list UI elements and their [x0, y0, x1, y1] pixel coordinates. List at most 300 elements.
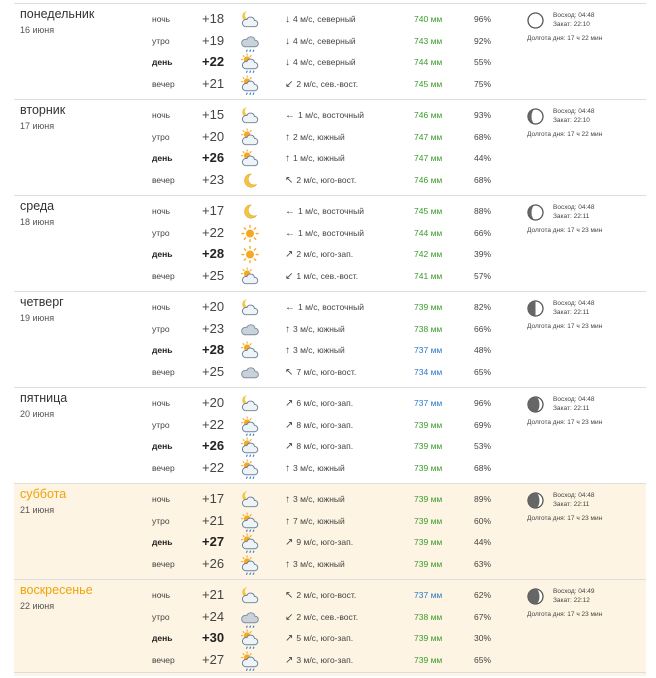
- pressure-value: 747: [414, 131, 429, 142]
- forecast-row: [14, 340, 494, 361]
- humidity: 55%: [474, 57, 492, 67]
- forecast-row: [14, 105, 494, 126]
- time-of-day: день: [152, 441, 173, 451]
- sunrise-time: 04:48: [578, 12, 595, 19]
- pressure-unit: мм: [430, 345, 443, 355]
- wind-arrow-icon: ↗: [285, 654, 294, 666]
- wind-arrow-icon: ↗: [285, 419, 294, 431]
- temperature: +21: [202, 587, 225, 602]
- wind-arrow-icon: ↗: [285, 249, 294, 260]
- pressure: [414, 516, 442, 526]
- sunrise-time: 04:48: [578, 300, 595, 307]
- pressure-unit: мм: [430, 110, 443, 120]
- wind: [285, 110, 364, 121]
- forecast-row: [14, 148, 494, 169]
- time-of-day: вечер: [152, 654, 175, 665]
- wind: [285, 36, 356, 47]
- wind-text: 7 м/с, южный: [293, 515, 345, 526]
- humidity: 82%: [474, 302, 492, 312]
- time-of-day: день: [152, 153, 173, 163]
- day-length-value: 17 ч 22 мин: [567, 131, 603, 138]
- moon-phase-icon: [527, 300, 544, 317]
- sunrise-time: 04:48: [578, 396, 595, 403]
- wind: [285, 271, 358, 282]
- time-of-day: день: [152, 249, 173, 259]
- forecast-row: [14, 415, 494, 436]
- pressure-value: 738: [414, 611, 429, 622]
- pressure-unit: мм: [430, 462, 443, 473]
- divider: [14, 672, 646, 673]
- temperature: +21: [202, 75, 225, 91]
- wind: [285, 324, 345, 335]
- wind-arrow-icon: ↑: [285, 494, 290, 505]
- forecast-row: [14, 607, 494, 628]
- humidity: 44%: [474, 153, 492, 163]
- day-length: [527, 131, 602, 138]
- wind-text: 1 м/с, восточный: [298, 206, 364, 216]
- day-length: [527, 515, 602, 522]
- humidity: 62%: [474, 590, 492, 600]
- sunrise-time: 04:48: [578, 108, 595, 115]
- sunrise-label: Восход:: [553, 396, 577, 403]
- time-of-day: утро: [152, 227, 170, 238]
- pressure: [414, 463, 442, 473]
- pressure-unit: мм: [430, 515, 443, 526]
- sunset-time: 22:11: [573, 213, 590, 220]
- pressure-value: 739: [414, 654, 429, 665]
- moon-cloud-icon: [240, 490, 260, 510]
- wind: [285, 175, 356, 186]
- pressure-value: 739: [414, 441, 429, 451]
- time-of-day: утро: [152, 323, 170, 334]
- sun-cloud-icon: [240, 341, 260, 361]
- day-length: [527, 35, 602, 42]
- pressure-unit: мм: [430, 153, 443, 163]
- sun-times: [553, 203, 595, 221]
- temperature: +26: [202, 555, 225, 571]
- sun-times: [553, 11, 595, 29]
- temperature: +22: [202, 416, 225, 432]
- pressure-unit: мм: [430, 14, 443, 24]
- day-length-value: 17 ч 23 мин: [567, 611, 603, 618]
- forecast-row: [14, 489, 494, 510]
- sun-cloud-rain-icon: [240, 75, 260, 95]
- pressure: [414, 420, 442, 430]
- wind-arrow-icon: ↙: [285, 78, 294, 90]
- day-date: 18 июня: [20, 217, 55, 227]
- forecast-row: [14, 201, 494, 222]
- forecast-row: [14, 362, 494, 383]
- time-of-day: вечер: [152, 558, 175, 569]
- day-name: воскресенье: [20, 583, 93, 597]
- moon-cloud-icon: [240, 394, 260, 414]
- pressure-value: 744: [414, 227, 429, 238]
- forecast-row: [14, 650, 494, 671]
- pressure-unit: мм: [430, 227, 443, 238]
- day-length-value: 17 ч 22 мин: [567, 35, 603, 42]
- wind-text: 2 м/с, юго-вост.: [296, 174, 357, 185]
- day-name: суббота: [20, 487, 67, 501]
- sunrise-label: Восход:: [553, 12, 577, 19]
- time-of-day: утро: [152, 35, 170, 46]
- humidity: 66%: [474, 323, 492, 334]
- day-length: [527, 227, 602, 234]
- day-length-label: Долгота дня:: [527, 131, 566, 138]
- sun-cloud-rain-icon: [240, 416, 260, 436]
- pressure: [414, 559, 442, 569]
- wind-text: 3 м/с, южный: [293, 323, 345, 334]
- pressure-unit: мм: [430, 270, 443, 281]
- temperature: +20: [202, 299, 225, 314]
- forecast-row: [14, 458, 494, 479]
- moon-cloud-icon: [240, 10, 260, 30]
- wind-arrow-icon: ←: [285, 227, 295, 239]
- temperature: +27: [202, 651, 225, 667]
- sunrise-label: Восход:: [553, 300, 577, 307]
- wind-arrow-icon: ↓: [285, 35, 290, 47]
- wind-arrow-icon: ↗: [285, 398, 294, 409]
- wind-arrow-icon: ↑: [285, 323, 290, 335]
- wind-text: 4 м/с, северный: [293, 35, 356, 46]
- humidity: 75%: [474, 78, 492, 89]
- pressure-value: 739: [414, 515, 429, 526]
- humidity: 30%: [474, 633, 492, 643]
- temperature: +25: [202, 267, 225, 283]
- temperature: +30: [202, 630, 225, 645]
- wind-text: 1 м/с, восточный: [298, 302, 364, 312]
- wind: [285, 367, 356, 378]
- pressure: [414, 590, 442, 600]
- sunset-label: Закат:: [553, 597, 572, 604]
- time-of-day: вечер: [152, 78, 175, 89]
- sun-icon: [240, 245, 260, 265]
- day-length: [527, 419, 602, 426]
- sun-cloud-rain-icon: [240, 533, 260, 553]
- forecast-row: [14, 127, 494, 148]
- humidity: 68%: [474, 174, 492, 185]
- temperature: +28: [202, 246, 225, 261]
- sun-icon: [240, 224, 260, 244]
- pressure-value: 739: [414, 419, 429, 430]
- temperature: +17: [202, 491, 225, 506]
- wind: [285, 206, 364, 217]
- day-block: [14, 291, 646, 388]
- pressure-unit: мм: [430, 131, 443, 142]
- time-of-day: ночь: [152, 494, 171, 504]
- humidity: 44%: [474, 537, 492, 547]
- wind: [285, 14, 356, 25]
- wind: [285, 494, 345, 505]
- sunrise-label: Восход:: [553, 108, 577, 115]
- wind: [285, 590, 356, 601]
- humidity: 68%: [474, 462, 492, 473]
- wind: [285, 228, 364, 239]
- time-of-day: утро: [152, 515, 170, 526]
- temperature: +21: [202, 512, 225, 528]
- sunrise-time: 04:48: [578, 204, 595, 211]
- pressure: [414, 612, 442, 622]
- day-length-label: Долгота дня:: [527, 227, 566, 234]
- temperature: +24: [202, 608, 225, 624]
- sun-cloud-icon: [240, 149, 260, 169]
- wind-text: 6 м/с, юго-зап.: [296, 398, 354, 408]
- forecast-row: [14, 628, 494, 649]
- day-date: 21 июня: [20, 505, 55, 515]
- day-block: [14, 195, 646, 292]
- day-name: пятница: [20, 391, 68, 405]
- time-of-day: вечер: [152, 270, 175, 281]
- sun-cloud-icon: [240, 267, 260, 287]
- wind: [285, 79, 358, 90]
- wind-arrow-icon: ↗: [285, 441, 294, 452]
- humidity: 69%: [474, 419, 492, 430]
- time-of-day: день: [152, 633, 173, 643]
- humidity: 63%: [474, 558, 492, 569]
- day-block: [14, 387, 646, 484]
- pressure-value: 739: [414, 494, 429, 504]
- forecast-row: [14, 9, 494, 30]
- wind-text: 3 м/с, южный: [293, 345, 345, 355]
- time-of-day: ночь: [152, 206, 171, 216]
- wind: [285, 633, 353, 644]
- temperature: +26: [202, 438, 225, 453]
- temperature: +25: [202, 363, 225, 379]
- temperature: +28: [202, 342, 225, 357]
- pressure-value: 737: [414, 398, 429, 408]
- sun-times: [553, 587, 595, 605]
- wind-text: 8 м/с, юго-зап.: [296, 441, 354, 451]
- day-length: [527, 323, 602, 330]
- time-of-day: ночь: [152, 302, 171, 312]
- temperature: +19: [202, 32, 225, 48]
- pressure-value: 739: [414, 633, 429, 643]
- pressure: [414, 14, 442, 24]
- day-length-label: Долгота дня:: [527, 611, 566, 618]
- wind-text: 8 м/с, юго-зап.: [296, 419, 354, 430]
- day-length-value: 17 ч 23 мин: [567, 419, 603, 426]
- sun-times: [553, 299, 595, 317]
- pressure-unit: мм: [430, 611, 443, 622]
- temperature: +18: [202, 11, 225, 26]
- wind: [285, 302, 364, 313]
- time-of-day: вечер: [152, 174, 175, 185]
- pressure-value: 744: [414, 57, 429, 67]
- moon-phase-icon: [527, 396, 544, 413]
- pressure-value: 746: [414, 110, 429, 120]
- sun-cloud-rain-icon: [240, 512, 260, 532]
- sunrise-time: 04:49: [578, 588, 595, 595]
- time-of-day: ночь: [152, 14, 171, 24]
- wind-text: 2 м/с, юго-зап.: [296, 249, 354, 259]
- temperature: +22: [202, 224, 225, 240]
- sunrise-label: Восход:: [553, 492, 577, 499]
- wind: [285, 463, 345, 474]
- humidity: 89%: [474, 494, 492, 504]
- pressure-unit: мм: [430, 366, 443, 377]
- pressure: [414, 345, 442, 355]
- wind-arrow-icon: ↖: [285, 590, 294, 601]
- wind-text: 2 м/с, сев.-вост.: [296, 611, 359, 622]
- temperature: +20: [202, 395, 225, 410]
- wind-arrow-icon: ↖: [285, 174, 294, 186]
- pressure-unit: мм: [430, 302, 443, 312]
- pressure: [414, 57, 442, 67]
- pressure-value: 739: [414, 558, 429, 569]
- temperature: +22: [202, 54, 225, 69]
- wind-arrow-icon: ←: [285, 206, 295, 217]
- humidity: 66%: [474, 227, 492, 238]
- forecast-row: [14, 297, 494, 318]
- forecast-row: [14, 74, 494, 95]
- time-of-day: вечер: [152, 462, 175, 473]
- sun-cloud-rain-icon: [240, 629, 260, 649]
- sunset-label: Закат:: [553, 213, 572, 220]
- sunrise-label: Восход:: [553, 204, 577, 211]
- wind: [285, 153, 345, 164]
- day-length: [527, 611, 602, 618]
- humidity: 92%: [474, 35, 492, 46]
- moon-cloud-icon: [240, 586, 260, 606]
- humidity: 96%: [474, 398, 492, 408]
- pressure: [414, 271, 442, 281]
- forecast-row: [14, 319, 494, 340]
- pressure: [414, 228, 442, 238]
- pressure-value: 737: [414, 590, 429, 600]
- pressure-value: 739: [414, 537, 429, 547]
- wind: [285, 420, 353, 431]
- humidity: 96%: [474, 14, 492, 24]
- wind: [285, 249, 353, 260]
- pressure-unit: мм: [430, 323, 443, 334]
- humidity: 68%: [474, 131, 492, 142]
- moon-phase-icon: [527, 108, 544, 125]
- wind: [285, 398, 353, 409]
- wind-arrow-icon: ↑: [285, 462, 290, 474]
- forecast-row: [14, 436, 494, 457]
- temperature: +17: [202, 203, 225, 218]
- wind: [285, 57, 356, 68]
- moon-phase-icon: [527, 12, 544, 29]
- wind-text: 9 м/с, юго-зап.: [296, 537, 354, 547]
- wind-arrow-icon: ↑: [285, 515, 290, 527]
- pressure: [414, 175, 442, 185]
- day-length-label: Долгота дня:: [527, 35, 566, 42]
- moon-phase-icon: [527, 588, 544, 605]
- wind-arrow-icon: ↓: [285, 14, 290, 25]
- wind: [285, 441, 353, 452]
- sun-times: [553, 107, 595, 125]
- wind-text: 3 м/с, юго-зап.: [296, 654, 354, 665]
- pressure-value: 741: [414, 270, 429, 281]
- pressure-unit: мм: [430, 537, 443, 547]
- temperature: +22: [202, 459, 225, 475]
- sunrise-label: Восход:: [553, 588, 577, 595]
- sun-cloud-rain-icon: [240, 459, 260, 479]
- wind: [285, 655, 353, 666]
- forecast-row: [14, 554, 494, 575]
- humidity: 53%: [474, 441, 492, 451]
- wind-arrow-icon: ←: [285, 110, 295, 121]
- pressure-value: 742: [414, 249, 429, 259]
- time-of-day: утро: [152, 131, 170, 142]
- pressure-value: 747: [414, 153, 429, 163]
- day-length-label: Долгота дня:: [527, 419, 566, 426]
- pressure-unit: мм: [430, 558, 443, 569]
- wind-text: 2 м/с, сев.-вост.: [296, 78, 359, 89]
- pressure-unit: мм: [430, 174, 443, 185]
- humidity: 65%: [474, 366, 492, 377]
- sun-cloud-rain-icon: [240, 53, 260, 73]
- temperature: +23: [202, 171, 225, 187]
- sunset-label: Закат:: [553, 21, 572, 28]
- sun-cloud-rain-icon: [240, 651, 260, 671]
- wind-arrow-icon: ↗: [285, 537, 294, 548]
- wind-text: 7 м/с, юго-вост.: [296, 366, 357, 377]
- pressure-unit: мм: [430, 57, 443, 67]
- pressure: [414, 324, 442, 334]
- day-block: [14, 3, 646, 100]
- time-of-day: день: [152, 537, 173, 547]
- pressure: [414, 79, 442, 89]
- wind-text: 3 м/с, южный: [293, 494, 345, 504]
- pressure-value: 738: [414, 323, 429, 334]
- wind-text: 1 м/с, южный: [293, 153, 345, 163]
- forecast-row: [14, 393, 494, 414]
- day-date: 22 июня: [20, 601, 55, 611]
- time-of-day: день: [152, 57, 173, 67]
- time-of-day: ночь: [152, 110, 171, 120]
- humidity: 39%: [474, 249, 492, 259]
- wind-arrow-icon: ↓: [285, 57, 290, 68]
- sunset-time: 22:11: [573, 501, 590, 508]
- wind-text: 2 м/с, юго-вост.: [296, 590, 357, 600]
- temperature: +15: [202, 107, 225, 122]
- moon-phase-icon: [527, 492, 544, 509]
- day-name: вторник: [20, 103, 66, 117]
- day-length-value: 17 ч 23 мин: [567, 227, 603, 234]
- wind: [285, 559, 345, 570]
- time-of-day: утро: [152, 419, 170, 430]
- forecast-row: [14, 223, 494, 244]
- sunset-time: 22:10: [573, 21, 590, 28]
- humidity: 48%: [474, 345, 492, 355]
- wind: [285, 345, 345, 356]
- sunset-label: Закат:: [553, 117, 572, 124]
- wind: [285, 516, 345, 527]
- wind-text: 2 м/с, южный: [293, 131, 345, 142]
- wind-arrow-icon: ↑: [285, 131, 290, 143]
- day-date: 20 июня: [20, 409, 55, 419]
- pressure-value: 745: [414, 78, 429, 89]
- humidity: 65%: [474, 654, 492, 665]
- day-length-value: 17 ч 23 мин: [567, 515, 603, 522]
- day-length-value: 17 ч 23 мин: [567, 323, 603, 330]
- wind-arrow-icon: ↙: [285, 270, 294, 282]
- pressure-unit: мм: [430, 206, 443, 216]
- pressure-value: 739: [414, 302, 429, 312]
- pressure: [414, 206, 442, 216]
- time-of-day: ночь: [152, 398, 171, 408]
- pressure: [414, 633, 442, 643]
- pressure-value: 746: [414, 174, 429, 185]
- pressure: [414, 249, 442, 259]
- pressure-unit: мм: [430, 35, 443, 46]
- day-length-label: Долгота дня:: [527, 323, 566, 330]
- sunset-time: 22:12: [573, 597, 590, 604]
- wind-arrow-icon: ←: [285, 302, 295, 313]
- pressure-unit: мм: [430, 78, 443, 89]
- forecast-row: [14, 52, 494, 73]
